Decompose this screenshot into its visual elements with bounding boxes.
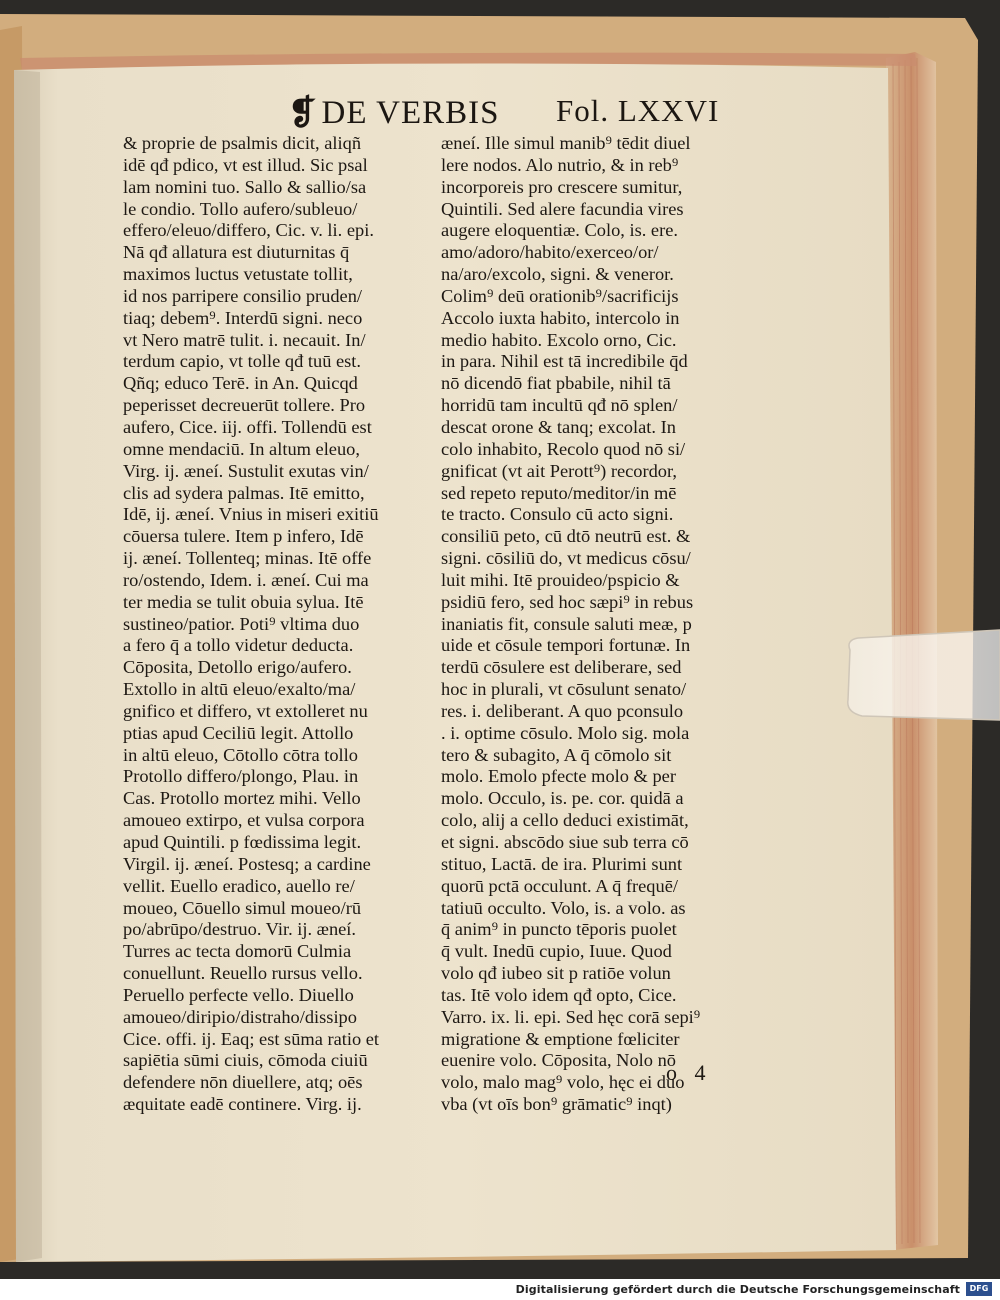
text-line: . i. optime cōsulo. Molo sig. mola [441,722,690,743]
text-line: a fero q̄ a tollo videtur deducta. [123,635,354,656]
text-line: luit mihi. Itē prouideo/pspicio & [441,569,680,590]
text-line: tas. Itē volo idem qđ opto, Cice. [441,984,677,1005]
text-line: amoueo/diripio/distraho/dissipo [123,1006,357,1027]
text-line: vba (vt oīs bon⁹ grāmatic⁹ inqt) [441,1094,672,1115]
right-column [441,133,771,1116]
text-line: clis ad sydera palmas. Itē emitto, [123,482,365,503]
text-line: Virgil. ij. æneí. Postesq; a cardine [123,853,371,874]
text-line: gnifico et differo, vt extolleret nu [123,700,368,721]
text-line: tatiuū occulto. Volo, is. a volo. as [441,897,686,918]
text-line: volo, malo mag⁹ volo, hęc ei duo [441,1072,685,1093]
text-line: Cōposita, Detollo erigo/aufero. [123,657,352,678]
text-line: quorū pctā occulunt. A q̄ frequē/ [441,875,678,896]
text-line: Colim⁹ deū orationib⁹/sacrificijs [441,285,679,306]
text-line: horridū tam incultū qđ nō splen/ [441,395,678,416]
text-line: moueo, Cōuello simul moueo/rū [123,897,362,918]
text-line: sustineo/patior. Poti⁹ vltima duo [123,613,360,634]
text-line: æquitate eadē continere. Virg. ij. [123,1094,362,1115]
text-line: tero & subagito, A q̄ cōmolo sit [441,744,672,765]
text-line: Turres ac tecta domorū Culmia [123,941,352,962]
running-head-title: DE VERBIS [321,94,500,131]
text-line: lere nodos. Alo nutrio, & in reb⁹ [441,154,679,175]
paragraph-mark-icon: ❡ [288,95,318,132]
text-line: vellit. Euello eradico, auello re/ [123,875,355,896]
text-line: Idē, ij. æneí. Vnius in miseri exitiū [123,504,379,525]
text-line: omne mendaciū. In altum eleuo, [123,438,360,459]
text-line: colo inhabito, Recolo quod nō si/ [441,438,686,459]
text-line: ptias apud Ceciliū legit. Attollo [123,722,354,743]
text-line: euenire volo. Cōposita, Nolo nō [441,1050,676,1071]
text-line: Cas. Protollo mortez mihi. Vello [123,788,361,809]
text-line: ij. æneí. Tollenteq; minas. Itē offe [123,548,372,569]
text-line: Extollo in altū eleuo/exalto/ma/ [123,679,356,700]
text-line: Qñq; educo Terē. in An. Quicqd [123,373,358,394]
text-line: vt Nero matrē tulit. i. necauit. In/ [123,329,366,350]
text-line: amo/adoro/habito/exerceo/or/ [441,242,659,263]
text-line: apud Quintili. p fœdissima legit. [123,832,362,852]
text-line: Cice. offi. ij. Eaq; est sūma ratio et [123,1028,380,1049]
running-head-left [288,93,500,133]
text-line: inaniatis fit, consule saluti meæ, p [441,613,692,634]
text-line: stituo, Lactā. de ira. Plurimi sunt [441,853,683,874]
text-line: amoueo extirpo, et vulsa corpora [123,810,365,831]
footer-credit: Digitalisierung gefördert durch die Deutsche Forschungsgemeinschaft [515,1283,960,1296]
text-line: conuellunt. Reuello rursus vello. [123,963,363,984]
text-line: in altū eleuo, Cōtollo cōtra tollo [123,744,358,765]
text-line: idē qđ pdico, vt est illud. Sic psal [123,154,368,175]
text-line: te tracto. Consulo cū acto signi. [441,504,674,525]
text-line: ter media se tulit obuia sylua. Itē [123,591,364,612]
text-line: nō dicendō fiat pbabile, nihil tā [441,373,671,394]
text-line: le condio. Tollo aufero/subleuo/ [123,198,358,219]
text-line: Virg. ij. æneí. Sustulit exutas vin/ [123,460,369,481]
left-column [123,133,433,1116]
text-line: colo, alij a cello deduci existimāt, [441,810,689,831]
text-line: hoc in plurali, vt cōsulunt senato/ [441,679,687,700]
text-line: sapiētia sūmi ciuis, cōmoda ciuiū [123,1050,368,1071]
text-line: gnificat (vt ait Perott⁹) recordor, [441,460,677,481]
text-line: q̄ vult. Inedū cupio, Iuue. Quod [441,941,672,962]
text-line: medio habito. Excolo orno, Cic. [441,329,677,350]
text-line: Varro. ix. li. epi. Sed hęc corā sepi⁹ [441,1006,701,1027]
text-line: Protollo differo/plongo, Plau. in [123,766,359,787]
text-line: defendere nōn diuellere, atq; oēs [123,1072,363,1093]
text-line: terdum capio, vt tolle qđ tuū est. [123,351,362,372]
text-line: peperisset decreuerūt tollere. Pro [123,395,366,416]
text-line: migratione & emptione fœliciter [441,1028,680,1049]
text-line: ro/ostendo, Idem. i. æneí. Cui ma [123,569,369,590]
text-line: res. i. deliberant. A quo pconsulo [441,700,684,721]
text-line: molo. Emolo pfecte molo & per [441,766,676,787]
text-line: aufero, Cice. iij. offi. Tollendū est [123,416,372,437]
text-line: æneí. Ille simul manib⁹ tēdit diuel [441,133,691,153]
text-line: po/abrūpo/destruo. Vir. ij. æneí. [123,919,357,940]
text-line: lam nomini tuo. Sallo & sallio/sa [123,176,367,197]
text-line: consiliū peto, cū dtō neutrū est. & [441,526,691,547]
signature-mark: o 4 [666,1060,712,1085]
text-line: & proprie de psalmis dicit, aliqñ [123,133,362,153]
text-line: incorporeis pro crescere sumitur, [441,176,683,197]
text-line: q̄ anim⁹ in puncto tēporis puolet [441,919,677,940]
text-line: psidiū fero, sed hoc sæpi⁹ in rebus [441,591,694,612]
text-line: tiaq; debem⁹. Interdū signi. neco [123,307,363,328]
text-line: sed repeto reputo/meditor/in mē [441,482,677,503]
text-line: maximos luctus vetustate tollit, [123,264,353,285]
text-line: in para. Nihil est tā incredibile q̄d [441,351,688,372]
text-line: id nos parripere consilio pruden/ [123,285,363,306]
running-head [288,93,748,133]
text-line: volo qđ iubeo sit p ratiōe volun [441,963,671,984]
text-line: molo. Occulo, is. pe. cor. quidā a [441,788,684,809]
text-line: effero/eleuo/differo, Cic. v. li. epi. [123,220,374,241]
text-line: uide et cōsule tempori fortunæ. In [441,635,691,656]
text-line: Quintili. Sed alere facundia vires [441,198,684,219]
footer-bar [0,1279,1000,1300]
folio-number: Fol. LXXVI [556,93,720,128]
text-line: Accolo iuxta habito, intercolo in [441,307,680,328]
text-line: augere eloquentiæ. Colo, is. ere. [441,220,678,241]
text-line: terdū cōsulere est deliberare, sed [441,657,682,678]
text-line: cōuersa tulere. Item p infero, Idē [123,526,364,547]
text-line: descat orone & tanq; excolat. In [441,416,676,437]
text-line: Nā qđ allatura est diuturnitas q̄ [123,242,350,263]
text-line: et signi. abscōdo siue sub terra cō [441,832,689,852]
text-line: na/aro/excolo, signi. & veneror. [441,264,674,285]
dfg-logo-icon: DFG [966,1282,992,1296]
text-line: Peruello perfecte vello. Diuello [123,984,354,1005]
text-line: signi. cōsiliū do, vt medicus cōsu/ [441,548,691,569]
